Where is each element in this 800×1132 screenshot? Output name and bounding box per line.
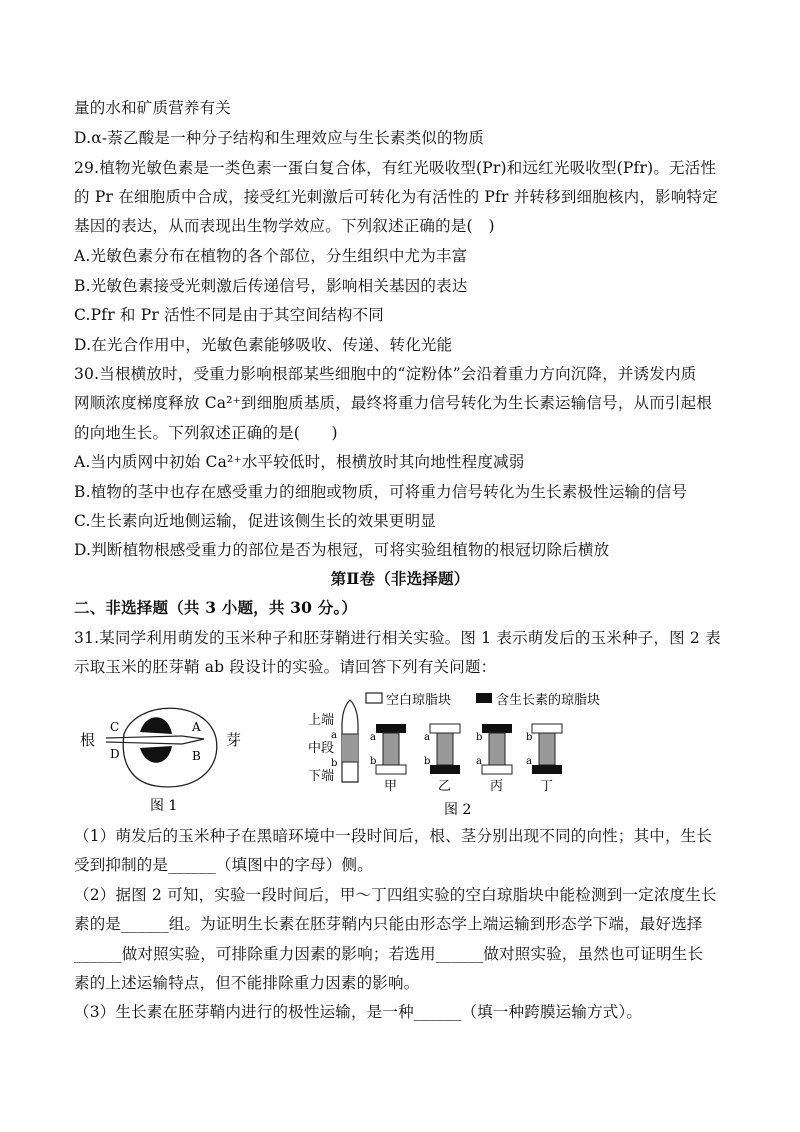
- point-b-label: B: [192, 749, 201, 763]
- text-line: ______做对照实验，可排除重力因素的影响；若选用______做对照实验，虽然也可证明生长: [74, 945, 704, 963]
- bottom-end-label: 下端: [308, 769, 335, 784]
- middle-label: 中段: [308, 741, 335, 756]
- segment: [383, 733, 399, 765]
- segment-a-label: a: [370, 732, 376, 743]
- text-line: 基因的表达，从而表现出生物学效应。下列叙述正确的是( ): [74, 217, 495, 235]
- bud-label: 芽: [226, 731, 242, 749]
- point-d-label: D: [110, 747, 120, 761]
- root-label: 根: [80, 731, 96, 749]
- group-ding: [526, 724, 562, 794]
- group-label: 乙: [438, 779, 452, 794]
- question-29-stem: 29.植物光敏色素是一类色素一蛋白复合体，有红光吸收型(Pr)和远红光吸收型(Pfr)。无活性: [74, 159, 717, 177]
- legend-auxin-label: 含生长素的琼脂块: [496, 693, 601, 708]
- segment-b-label: b: [370, 756, 377, 767]
- segment: [539, 733, 555, 765]
- bottom-block-blank: [482, 765, 512, 774]
- segment-a-label: a: [526, 756, 532, 767]
- option-line: A.光敏色素分布在植物的各个部位，分生组织中尤为丰富: [74, 247, 468, 265]
- legend-blank-label: 空白琼脂块: [386, 693, 452, 708]
- option-line: D.α-萘乙酸是一种分子结构和生理效应与生长素类似的物质: [74, 129, 485, 147]
- option-line: D.判断植物根感受重力的部位是否为根冠，可将实验组植物的根冠切除后横放: [74, 541, 610, 559]
- top-block-auxin: [482, 724, 512, 733]
- text-line: 示取玉米的胚芽鞘 ab 段设计的实验。请回答下列有关问题：: [74, 658, 497, 676]
- sub-question-2: （2）据图 2 可知，实验一段时间后，甲～丁四组实验的空白琼脂块中能检测到一定浓度生长: [74, 886, 717, 904]
- bottom-block-auxin: [532, 765, 562, 774]
- segment-a-label: a: [424, 732, 430, 743]
- question-30-stem: 30.当根横放时，受重力影响根部某些细胞中的“淀粉体”会沿着重力方向沉降，并诱发内质: [74, 365, 697, 383]
- point-c-label: C: [110, 720, 120, 734]
- segment-b-label: b: [424, 756, 431, 767]
- top-block-auxin: [376, 724, 406, 733]
- point-a-label: A: [192, 720, 201, 734]
- option-line: C.生长素向近地侧运输，促进该侧生长的效果更明显: [74, 512, 437, 530]
- text-line: 网顺浓度梯度释放 Ca²⁺到细胞质基质，最终将重力信号转化为生长素运输信号，从而引起根: [74, 394, 713, 412]
- bottom-block-auxin: [430, 765, 460, 774]
- option-line: B.光敏色素接受光刺激后传递信号，影响相关基因的表达: [74, 277, 468, 295]
- group-yi: [424, 724, 460, 794]
- embryo-lower: [140, 746, 172, 763]
- bottom-block-blank: [376, 765, 406, 774]
- coleoptile-ab-segment: [342, 734, 358, 762]
- group-bing: [476, 724, 512, 794]
- group-label: 丁: [540, 779, 554, 794]
- figure-2-caption: 图 2: [444, 802, 472, 818]
- question-31-stem: 31.某同学利用萌发的玉米种子和胚芽鞘进行相关实验。图 1 表示萌发后的玉米种子，图 2 表: [74, 629, 721, 647]
- text-line: 的向地生长。下列叙述正确的是( ): [74, 424, 338, 442]
- section-heading: 二、非选择题（共 3 小题，共 30 分。）: [74, 598, 358, 617]
- text-line: 量的水和矿质营养有关: [74, 99, 232, 117]
- option-line: D.在光合作用中，光敏色素能够吸收、传递、转化光能: [74, 336, 453, 354]
- section-title: 第Ⅱ卷（非选择题）: [330, 569, 470, 588]
- segment: [489, 733, 505, 765]
- text-line: 的 Pr 在细胞质中合成，接受红光刺激后可转化为有活性的 Pfr 并转移到细胞核内，影响特定: [74, 188, 718, 206]
- sub-question-3: （3）生长素在胚芽鞘内进行的极性运输，是一种______（填一种跨膜运输方式）。: [74, 1003, 643, 1021]
- axis-lower: [106, 742, 182, 744]
- coleoptile-a-label: a: [331, 730, 337, 741]
- group-label: 丙: [490, 779, 504, 794]
- segment-b-label: b: [526, 732, 533, 743]
- option-line: A.当内质网中初始 Ca²⁺水平较低时，根横放时其向地性程度减弱: [74, 453, 525, 471]
- bud-tip: [182, 736, 204, 744]
- text-line: 素的上述运输特点，但不能排除重力因素的影响。: [74, 974, 420, 992]
- option-line: B.植物的茎中也存在感受重力的细胞或物质，可将重力信号转化为生长素极性运输的信号: [74, 483, 688, 501]
- coleoptile-b-label: b: [331, 758, 338, 769]
- group-label: 甲: [384, 779, 398, 794]
- top-block-blank: [430, 724, 460, 733]
- figure-1-caption: 图 1: [150, 798, 178, 814]
- group-jia: [370, 724, 406, 794]
- option-line: C.Pfr 和 Pr 活性不同是由于其空间结构不同: [74, 306, 384, 324]
- figure-2-coleoptile-experiment: [300, 690, 630, 818]
- text-line: 受到抑制的是______（填图中的字母）侧。: [74, 856, 373, 874]
- sub-question-1: （1）萌发后的玉米种子在黑暗环境中一段时间后，根、茎分别出现不同的向性；其中，生长: [74, 827, 713, 845]
- figure-1-seed-diagram: [76, 698, 246, 818]
- text-line: 素的是______组。为证明生长素在胚芽鞘内只能由形态学上端运输到形态学下端，最好选择: [74, 915, 703, 933]
- axis-upper: [106, 736, 182, 738]
- legend-blank-swatch: [366, 693, 382, 703]
- embryo-upper: [140, 717, 172, 734]
- top-end-label: 上端: [308, 713, 335, 728]
- top-block-blank: [532, 724, 562, 733]
- segment-a-label: a: [476, 756, 482, 767]
- legend-auxin-swatch: [476, 693, 492, 703]
- segment-b-label: b: [476, 732, 483, 743]
- segment: [437, 733, 453, 765]
